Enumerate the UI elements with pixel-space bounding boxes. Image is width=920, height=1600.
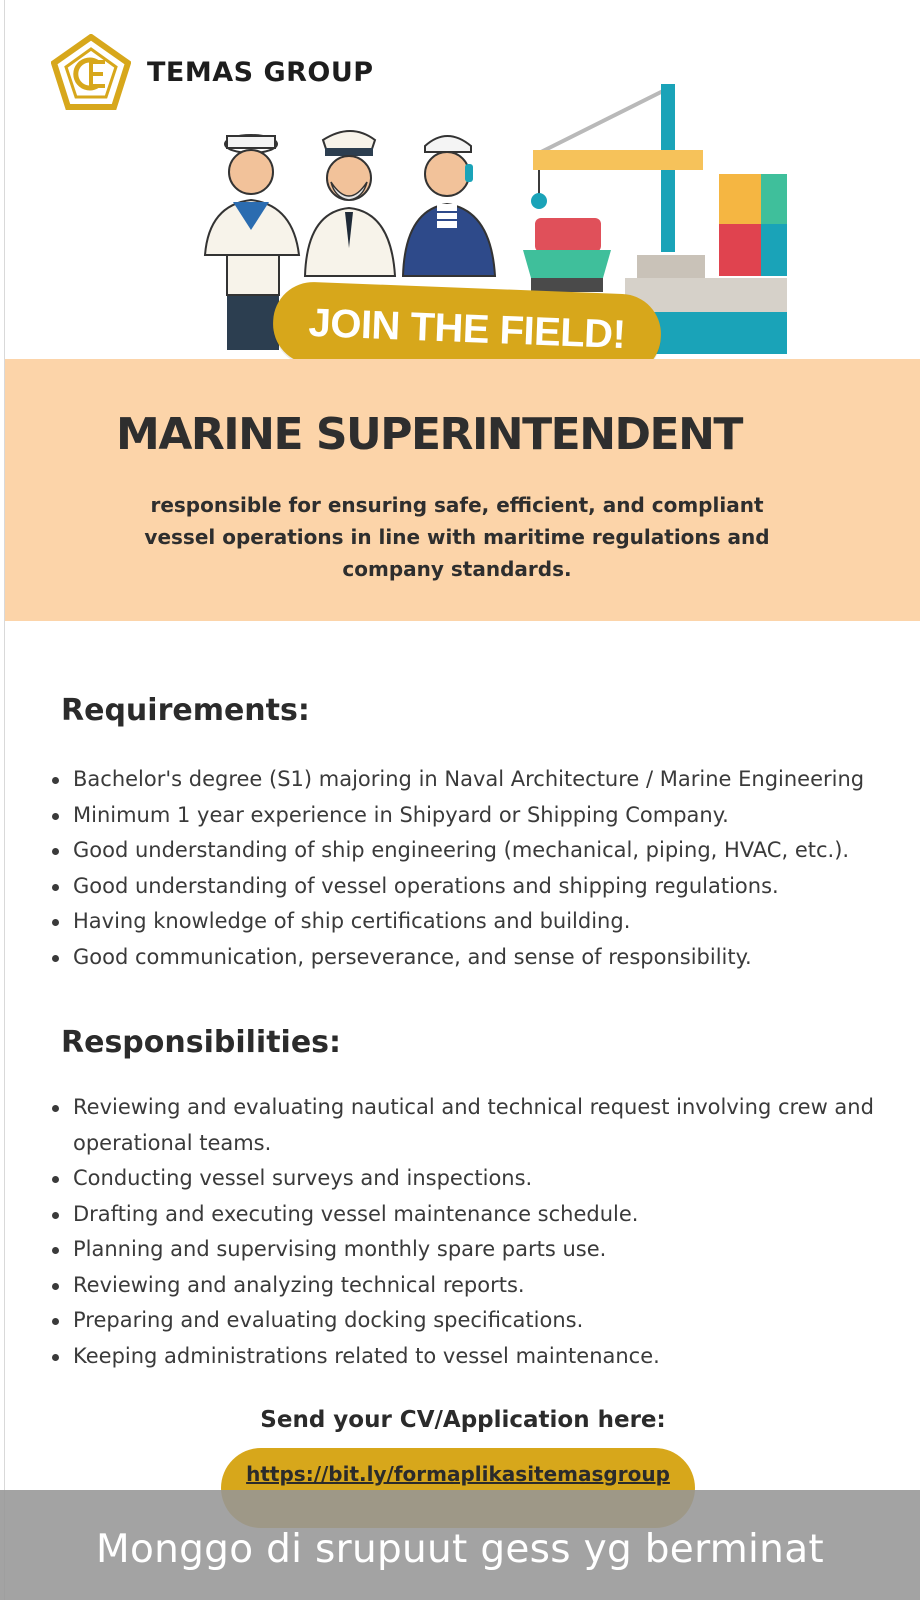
- cta-label: Send your CV/Application here:: [260, 1407, 666, 1433]
- job-description: responsible for ensuring safe, efficient, and compliant vessel operations in line with maritime regulations and company standards.: [144, 493, 770, 581]
- requirements-list: [49, 762, 909, 975]
- requirement-item: Bachelor's degree (S1) majoring in Naval Architecture / Marine Engineering: [49, 762, 909, 798]
- responsibilities-heading: Responsibilities:: [61, 1025, 342, 1060]
- caption-text: Monggo di srupuut gess yg berminat: [96, 1527, 824, 1572]
- responsibility-item: Reviewing and evaluating nautical and technical request involving crew and operational teams.: [49, 1090, 899, 1161]
- requirement-item: Good understanding of ship engineering (mechanical, piping, HVAC, etc.).: [49, 833, 909, 869]
- requirement-item: Good communication, perseverance, and sense of responsibility.: [49, 940, 909, 976]
- responsibility-item: Keeping administrations related to vessel maintenance.: [49, 1339, 899, 1375]
- job-poster: [4, 0, 920, 1600]
- title-band: [5, 359, 920, 621]
- responsibilities-list: [49, 1090, 899, 1374]
- responsibility-item: Planning and supervising monthly spare parts use.: [49, 1232, 899, 1268]
- captain-figure-icon: [305, 131, 395, 276]
- temas-logo-icon: [51, 34, 131, 110]
- responsibility-item: Preparing and evaluating docking specifications.: [49, 1303, 899, 1339]
- job-title: MARINE SUPERINTENDENT: [116, 409, 742, 460]
- join-the-field-label: JOIN THE FIELD!: [307, 300, 627, 357]
- engineer-figure-icon: [403, 136, 495, 276]
- responsibility-item: Reviewing and analyzing technical reports.: [49, 1268, 899, 1304]
- requirement-item: Minimum 1 year experience in Shipyard or Shipping Company.: [49, 798, 909, 834]
- requirement-item: Having knowledge of ship certifications and building.: [49, 904, 909, 940]
- requirement-item: Good understanding of vessel operations and shipping regulations.: [49, 869, 909, 905]
- responsibility-item: Drafting and executing vessel maintenance schedule.: [49, 1197, 899, 1233]
- brand-name: TEMAS GROUP: [147, 56, 374, 88]
- application-link[interactable]: https://bit.ly/formaplikasitemasgroup: [246, 1462, 670, 1486]
- responsibility-item: Conducting vessel surveys and inspections.: [49, 1161, 899, 1197]
- requirements-heading: Requirements:: [61, 693, 310, 728]
